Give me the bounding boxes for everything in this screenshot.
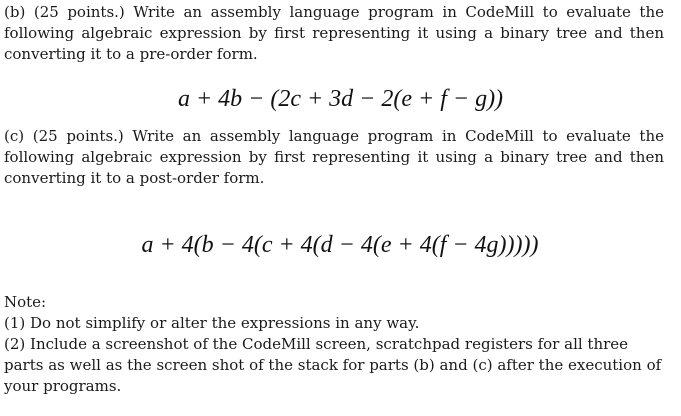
note-section [4,292,664,397]
note-item-1: (1) Do not simplify or alter the expressions in any way. [4,314,420,332]
part-b-text: (b) (25 points.) Write an assembly language program in CodeMill to evaluate the following algebraic expression by first representing it using a binary tree and then converting it to a pre-order form. [4,3,664,63]
part-b-expression-text: a + 4b − (2c + 3d − 2(e + f − g)) [177,86,504,112]
part-c-expression-svg [0,214,681,272]
part-c-expression [0,214,681,272]
part-c-expression-text: a + 4(b − 4(c + 4(d − 4(e + 4(f − 4g))))) [141,232,539,258]
note-title: Note: [4,293,47,311]
part-c-text: (c) (25 points.) Write an assembly language program in CodeMill to evaluate the following algebraic expression by first representing it using a binary tree and then converting it to a post-order form. [4,127,664,187]
part-b-expression [0,86,681,113]
note-item-2: (2) Include a screenshot of the CodeMill screen, scratchpad registers for all three parts as well as the screen shot of the stack for parts (b) and (c) after the execution of your programs. [4,335,662,395]
